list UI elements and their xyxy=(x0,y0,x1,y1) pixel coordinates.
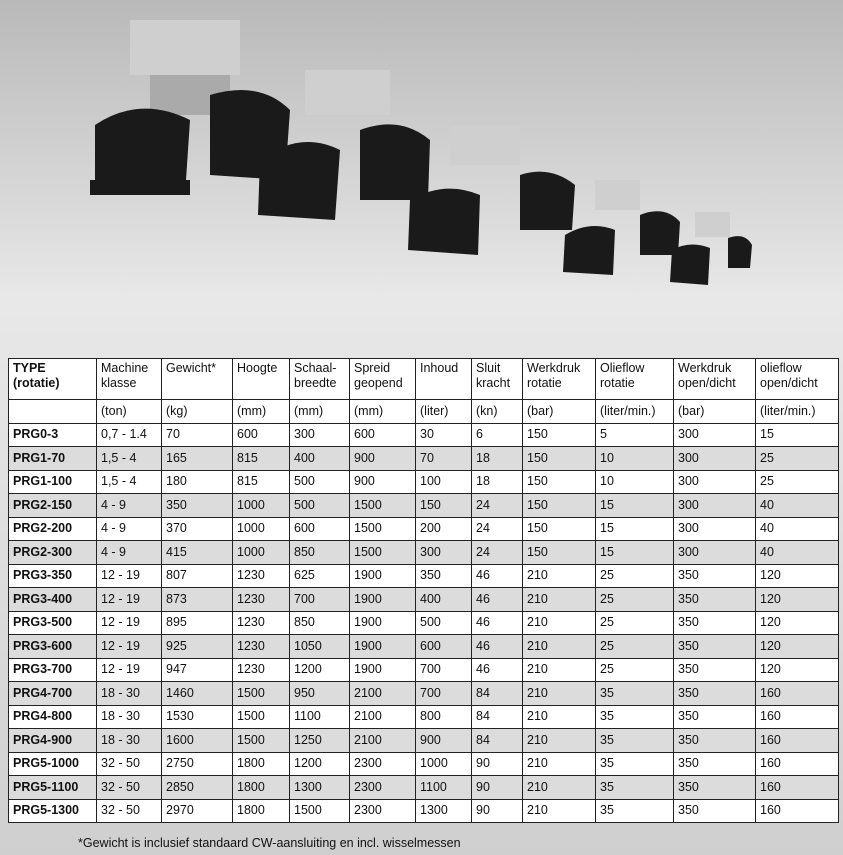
value-cell: 300 xyxy=(674,494,756,518)
value-cell: 12 - 19 xyxy=(97,564,162,588)
value-cell: 350 xyxy=(416,564,472,588)
value-cell: 120 xyxy=(756,635,839,659)
value-cell: 150 xyxy=(523,447,596,471)
value-cell: 210 xyxy=(523,776,596,800)
type-cell: PRG2-150 xyxy=(9,494,97,518)
value-cell: 1900 xyxy=(350,611,416,635)
value-cell: 1530 xyxy=(162,705,233,729)
value-cell: 925 xyxy=(162,635,233,659)
value-cell: 46 xyxy=(472,611,523,635)
value-cell: 850 xyxy=(290,611,350,635)
type-cell: PRG1-70 xyxy=(9,447,97,471)
header-line: Sluit xyxy=(476,361,501,375)
header-cell xyxy=(290,359,350,400)
value-cell: 1,5 - 4 xyxy=(97,470,162,494)
value-cell: 350 xyxy=(674,705,756,729)
header-line: Spreid xyxy=(354,361,391,375)
table-row xyxy=(9,564,839,588)
value-cell: 900 xyxy=(350,447,416,471)
value-cell: 70 xyxy=(416,447,472,471)
table-row xyxy=(9,611,839,635)
value-cell: 850 xyxy=(290,541,350,565)
unit-cell: (bar) xyxy=(674,400,756,424)
header-cell xyxy=(416,359,472,400)
value-cell: 1500 xyxy=(350,541,416,565)
table-row xyxy=(9,494,839,518)
table-row xyxy=(9,658,839,682)
value-cell: 15 xyxy=(596,517,674,541)
units-row xyxy=(9,400,839,424)
type-cell: PRG3-350 xyxy=(9,564,97,588)
unit-cell: (mm) xyxy=(233,400,290,424)
header-cell xyxy=(97,359,162,400)
value-cell: 2100 xyxy=(350,682,416,706)
table-row xyxy=(9,705,839,729)
value-cell: 1800 xyxy=(233,776,290,800)
value-cell: 300 xyxy=(674,447,756,471)
value-cell: 25 xyxy=(596,658,674,682)
header-cell xyxy=(523,359,596,400)
value-cell: 947 xyxy=(162,658,233,682)
value-cell: 84 xyxy=(472,682,523,706)
value-cell: 25 xyxy=(596,564,674,588)
value-cell: 2300 xyxy=(350,776,416,800)
value-cell: 350 xyxy=(674,799,756,823)
value-cell: 25 xyxy=(596,588,674,612)
value-cell: 1900 xyxy=(350,564,416,588)
header-line: Gewicht* xyxy=(166,361,217,375)
value-cell: 46 xyxy=(472,658,523,682)
footnote: *Gewicht is inclusief standaard CW-aansluiting en incl. wisselmessen xyxy=(78,836,461,850)
value-cell: 15 xyxy=(596,494,674,518)
value-cell: 4 - 9 xyxy=(97,494,162,518)
value-cell: 210 xyxy=(523,564,596,588)
table-row xyxy=(9,423,839,447)
value-cell: 12 - 19 xyxy=(97,658,162,682)
header-cell xyxy=(472,359,523,400)
value-cell: 1800 xyxy=(233,799,290,823)
value-cell: 30 xyxy=(416,423,472,447)
value-cell: 40 xyxy=(756,517,839,541)
value-cell: 1230 xyxy=(233,635,290,659)
value-cell: 35 xyxy=(596,752,674,776)
value-cell: 150 xyxy=(523,541,596,565)
grapple-5 xyxy=(670,212,752,285)
value-cell: 400 xyxy=(416,588,472,612)
header-row xyxy=(9,359,839,400)
unit-cell: (kg) xyxy=(162,400,233,424)
value-cell: 210 xyxy=(523,682,596,706)
value-cell: 200 xyxy=(416,517,472,541)
value-cell: 160 xyxy=(756,799,839,823)
value-cell: 350 xyxy=(674,635,756,659)
table-row xyxy=(9,588,839,612)
value-cell: 150 xyxy=(523,423,596,447)
value-cell: 4 - 9 xyxy=(97,541,162,565)
value-cell: 2970 xyxy=(162,799,233,823)
type-cell: PRG4-800 xyxy=(9,705,97,729)
specifications-table xyxy=(8,358,839,823)
value-cell: 350 xyxy=(674,564,756,588)
value-cell: 4 - 9 xyxy=(97,517,162,541)
value-cell: 1200 xyxy=(290,658,350,682)
header-cell xyxy=(756,359,839,400)
unit-cell: (mm) xyxy=(290,400,350,424)
value-cell: 90 xyxy=(472,799,523,823)
value-cell: 180 xyxy=(162,470,233,494)
type-cell: PRG2-300 xyxy=(9,541,97,565)
unit-cell: (ton) xyxy=(97,400,162,424)
unit-cell: (liter/min.) xyxy=(596,400,674,424)
value-cell: 150 xyxy=(523,517,596,541)
header-cell xyxy=(596,359,674,400)
value-cell: 500 xyxy=(416,611,472,635)
value-cell: 0,7 - 1.4 xyxy=(97,423,162,447)
value-cell: 500 xyxy=(290,470,350,494)
type-cell: PRG4-900 xyxy=(9,729,97,753)
value-cell: 90 xyxy=(472,776,523,800)
value-cell: 32 - 50 xyxy=(97,752,162,776)
value-cell: 12 - 19 xyxy=(97,635,162,659)
value-cell: 625 xyxy=(290,564,350,588)
value-cell: 210 xyxy=(523,588,596,612)
value-cell: 1000 xyxy=(233,541,290,565)
table-row xyxy=(9,541,839,565)
value-cell: 1230 xyxy=(233,564,290,588)
value-cell: 873 xyxy=(162,588,233,612)
value-cell: 25 xyxy=(596,611,674,635)
value-cell: 160 xyxy=(756,682,839,706)
value-cell: 300 xyxy=(674,423,756,447)
value-cell: 210 xyxy=(523,611,596,635)
value-cell: 1250 xyxy=(290,729,350,753)
value-cell: 350 xyxy=(162,494,233,518)
value-cell: 18 xyxy=(472,447,523,471)
value-cell: 120 xyxy=(756,588,839,612)
value-cell: 35 xyxy=(596,682,674,706)
table-row xyxy=(9,752,839,776)
value-cell: 35 xyxy=(596,705,674,729)
header-cell xyxy=(233,359,290,400)
unit-cell: (kn) xyxy=(472,400,523,424)
value-cell: 46 xyxy=(472,588,523,612)
value-cell: 160 xyxy=(756,752,839,776)
value-cell: 350 xyxy=(674,776,756,800)
value-cell: 807 xyxy=(162,564,233,588)
value-cell: 160 xyxy=(756,776,839,800)
value-cell: 1300 xyxy=(416,799,472,823)
table-row xyxy=(9,776,839,800)
value-cell: 10 xyxy=(596,470,674,494)
header-line: Inhoud xyxy=(420,361,459,375)
value-cell: 18 - 30 xyxy=(97,729,162,753)
value-cell: 1600 xyxy=(162,729,233,753)
table-row xyxy=(9,799,839,823)
value-cell: 5 xyxy=(596,423,674,447)
value-cell: 25 xyxy=(596,635,674,659)
value-cell: 300 xyxy=(674,470,756,494)
value-cell: 40 xyxy=(756,541,839,565)
header-line: open/dicht xyxy=(760,376,818,390)
value-cell: 35 xyxy=(596,729,674,753)
value-cell: 350 xyxy=(674,611,756,635)
value-cell: 1500 xyxy=(233,729,290,753)
header-line: rotatie xyxy=(527,376,562,390)
header-line: Olieflow xyxy=(600,361,645,375)
value-cell: 210 xyxy=(523,799,596,823)
value-cell: 700 xyxy=(416,658,472,682)
unit-cell: (mm) xyxy=(350,400,416,424)
header-line: kracht xyxy=(476,376,511,390)
header-line: Machine xyxy=(101,361,149,375)
table-row xyxy=(9,517,839,541)
value-cell: 120 xyxy=(756,564,839,588)
table-row xyxy=(9,470,839,494)
header-line: olieflow xyxy=(760,361,802,375)
value-cell: 1050 xyxy=(290,635,350,659)
value-cell: 815 xyxy=(233,447,290,471)
value-cell: 2100 xyxy=(350,729,416,753)
value-cell: 32 - 50 xyxy=(97,799,162,823)
value-cell: 1800 xyxy=(233,752,290,776)
value-cell: 400 xyxy=(290,447,350,471)
product-image-rotating-grapples xyxy=(0,0,843,350)
value-cell: 600 xyxy=(290,517,350,541)
value-cell: 100 xyxy=(416,470,472,494)
value-cell: 1500 xyxy=(350,517,416,541)
value-cell: 350 xyxy=(674,752,756,776)
unit-cell xyxy=(9,400,97,424)
value-cell: 10 xyxy=(596,447,674,471)
value-cell: 1460 xyxy=(162,682,233,706)
value-cell: 895 xyxy=(162,611,233,635)
value-cell: 150 xyxy=(523,494,596,518)
value-cell: 350 xyxy=(674,682,756,706)
grapple-3 xyxy=(408,125,575,255)
header-line: rotatie xyxy=(600,376,635,390)
value-cell: 15 xyxy=(596,541,674,565)
value-cell: 24 xyxy=(472,517,523,541)
value-cell: 350 xyxy=(674,658,756,682)
value-cell: 1500 xyxy=(233,682,290,706)
value-cell: 25 xyxy=(756,470,839,494)
value-cell: 1000 xyxy=(233,517,290,541)
header-cell xyxy=(674,359,756,400)
type-cell: PRG3-400 xyxy=(9,588,97,612)
value-cell: 90 xyxy=(472,752,523,776)
value-cell: 300 xyxy=(674,541,756,565)
value-cell: 700 xyxy=(416,682,472,706)
type-cell: PRG0-3 xyxy=(9,423,97,447)
value-cell: 35 xyxy=(596,799,674,823)
value-cell: 1100 xyxy=(416,776,472,800)
value-cell: 1900 xyxy=(350,635,416,659)
header-line: Hoogte xyxy=(237,361,278,375)
value-cell: 600 xyxy=(233,423,290,447)
type-cell: PRG4-700 xyxy=(9,682,97,706)
value-cell: 2100 xyxy=(350,705,416,729)
value-cell: 370 xyxy=(162,517,233,541)
value-cell: 500 xyxy=(290,494,350,518)
value-cell: 600 xyxy=(416,635,472,659)
value-cell: 160 xyxy=(756,729,839,753)
value-cell: 12 - 19 xyxy=(97,611,162,635)
header-line: Werkdruk xyxy=(527,361,581,375)
value-cell: 1,5 - 4 xyxy=(97,447,162,471)
value-cell: 150 xyxy=(416,494,472,518)
value-cell: 600 xyxy=(350,423,416,447)
header-line: open/dicht xyxy=(678,376,736,390)
value-cell: 2300 xyxy=(350,799,416,823)
header-cell xyxy=(350,359,416,400)
type-cell: PRG5-1100 xyxy=(9,776,97,800)
value-cell: 950 xyxy=(290,682,350,706)
value-cell: 210 xyxy=(523,752,596,776)
type-cell: PRG2-200 xyxy=(9,517,97,541)
value-cell: 32 - 50 xyxy=(97,776,162,800)
value-cell: 1900 xyxy=(350,658,416,682)
header-line: TYPE xyxy=(13,361,46,375)
unit-cell: (bar) xyxy=(523,400,596,424)
value-cell: 1300 xyxy=(290,776,350,800)
value-cell: 18 - 30 xyxy=(97,682,162,706)
value-cell: 1500 xyxy=(233,705,290,729)
type-cell: PRG3-600 xyxy=(9,635,97,659)
value-cell: 25 xyxy=(756,447,839,471)
value-cell: 1230 xyxy=(233,588,290,612)
type-cell: PRG5-1000 xyxy=(9,752,97,776)
table-row xyxy=(9,729,839,753)
value-cell: 1000 xyxy=(416,752,472,776)
value-cell: 46 xyxy=(472,564,523,588)
value-cell: 70 xyxy=(162,423,233,447)
value-cell: 150 xyxy=(523,470,596,494)
value-cell: 1230 xyxy=(233,611,290,635)
value-cell: 1200 xyxy=(290,752,350,776)
table-row xyxy=(9,682,839,706)
value-cell: 18 xyxy=(472,470,523,494)
value-cell: 84 xyxy=(472,705,523,729)
value-cell: 415 xyxy=(162,541,233,565)
table-row xyxy=(9,447,839,471)
value-cell: 1100 xyxy=(290,705,350,729)
value-cell: 2750 xyxy=(162,752,233,776)
value-cell: 900 xyxy=(416,729,472,753)
value-cell: 160 xyxy=(756,705,839,729)
header-cell xyxy=(162,359,233,400)
header-cell xyxy=(9,359,97,400)
value-cell: 210 xyxy=(523,658,596,682)
value-cell: 210 xyxy=(523,705,596,729)
value-cell: 24 xyxy=(472,541,523,565)
header-line: (rotatie) xyxy=(13,376,60,390)
value-cell: 900 xyxy=(350,470,416,494)
type-cell: PRG5-1300 xyxy=(9,799,97,823)
value-cell: 165 xyxy=(162,447,233,471)
value-cell: 84 xyxy=(472,729,523,753)
header-line: Werkdruk xyxy=(678,361,732,375)
header-line: klasse xyxy=(101,376,137,390)
header-line: Schaal- xyxy=(294,361,337,375)
header-line: geopend xyxy=(354,376,403,390)
value-cell: 46 xyxy=(472,635,523,659)
value-cell: 350 xyxy=(674,588,756,612)
value-cell: 210 xyxy=(523,729,596,753)
value-cell: 18 - 30 xyxy=(97,705,162,729)
value-cell: 120 xyxy=(756,611,839,635)
value-cell: 1500 xyxy=(290,799,350,823)
value-cell: 210 xyxy=(523,635,596,659)
value-cell: 24 xyxy=(472,494,523,518)
value-cell: 40 xyxy=(756,494,839,518)
value-cell: 800 xyxy=(416,705,472,729)
value-cell: 300 xyxy=(290,423,350,447)
grapple-4 xyxy=(563,180,680,275)
value-cell: 300 xyxy=(416,541,472,565)
value-cell: 300 xyxy=(674,517,756,541)
type-cell: PRG3-700 xyxy=(9,658,97,682)
value-cell: 815 xyxy=(233,470,290,494)
table-row xyxy=(9,635,839,659)
value-cell: 1000 xyxy=(233,494,290,518)
type-cell: PRG3-500 xyxy=(9,611,97,635)
header-line: breedte xyxy=(294,376,337,390)
value-cell: 6 xyxy=(472,423,523,447)
value-cell: 2850 xyxy=(162,776,233,800)
unit-cell: (liter) xyxy=(416,400,472,424)
value-cell: 35 xyxy=(596,776,674,800)
type-cell: PRG1-100 xyxy=(9,470,97,494)
unit-cell: (liter/min.) xyxy=(756,400,839,424)
value-cell: 1500 xyxy=(350,494,416,518)
value-cell: 2300 xyxy=(350,752,416,776)
value-cell: 1230 xyxy=(233,658,290,682)
value-cell: 700 xyxy=(290,588,350,612)
value-cell: 120 xyxy=(756,658,839,682)
value-cell: 1900 xyxy=(350,588,416,612)
value-cell: 12 - 19 xyxy=(97,588,162,612)
value-cell: 15 xyxy=(756,423,839,447)
value-cell: 350 xyxy=(674,729,756,753)
